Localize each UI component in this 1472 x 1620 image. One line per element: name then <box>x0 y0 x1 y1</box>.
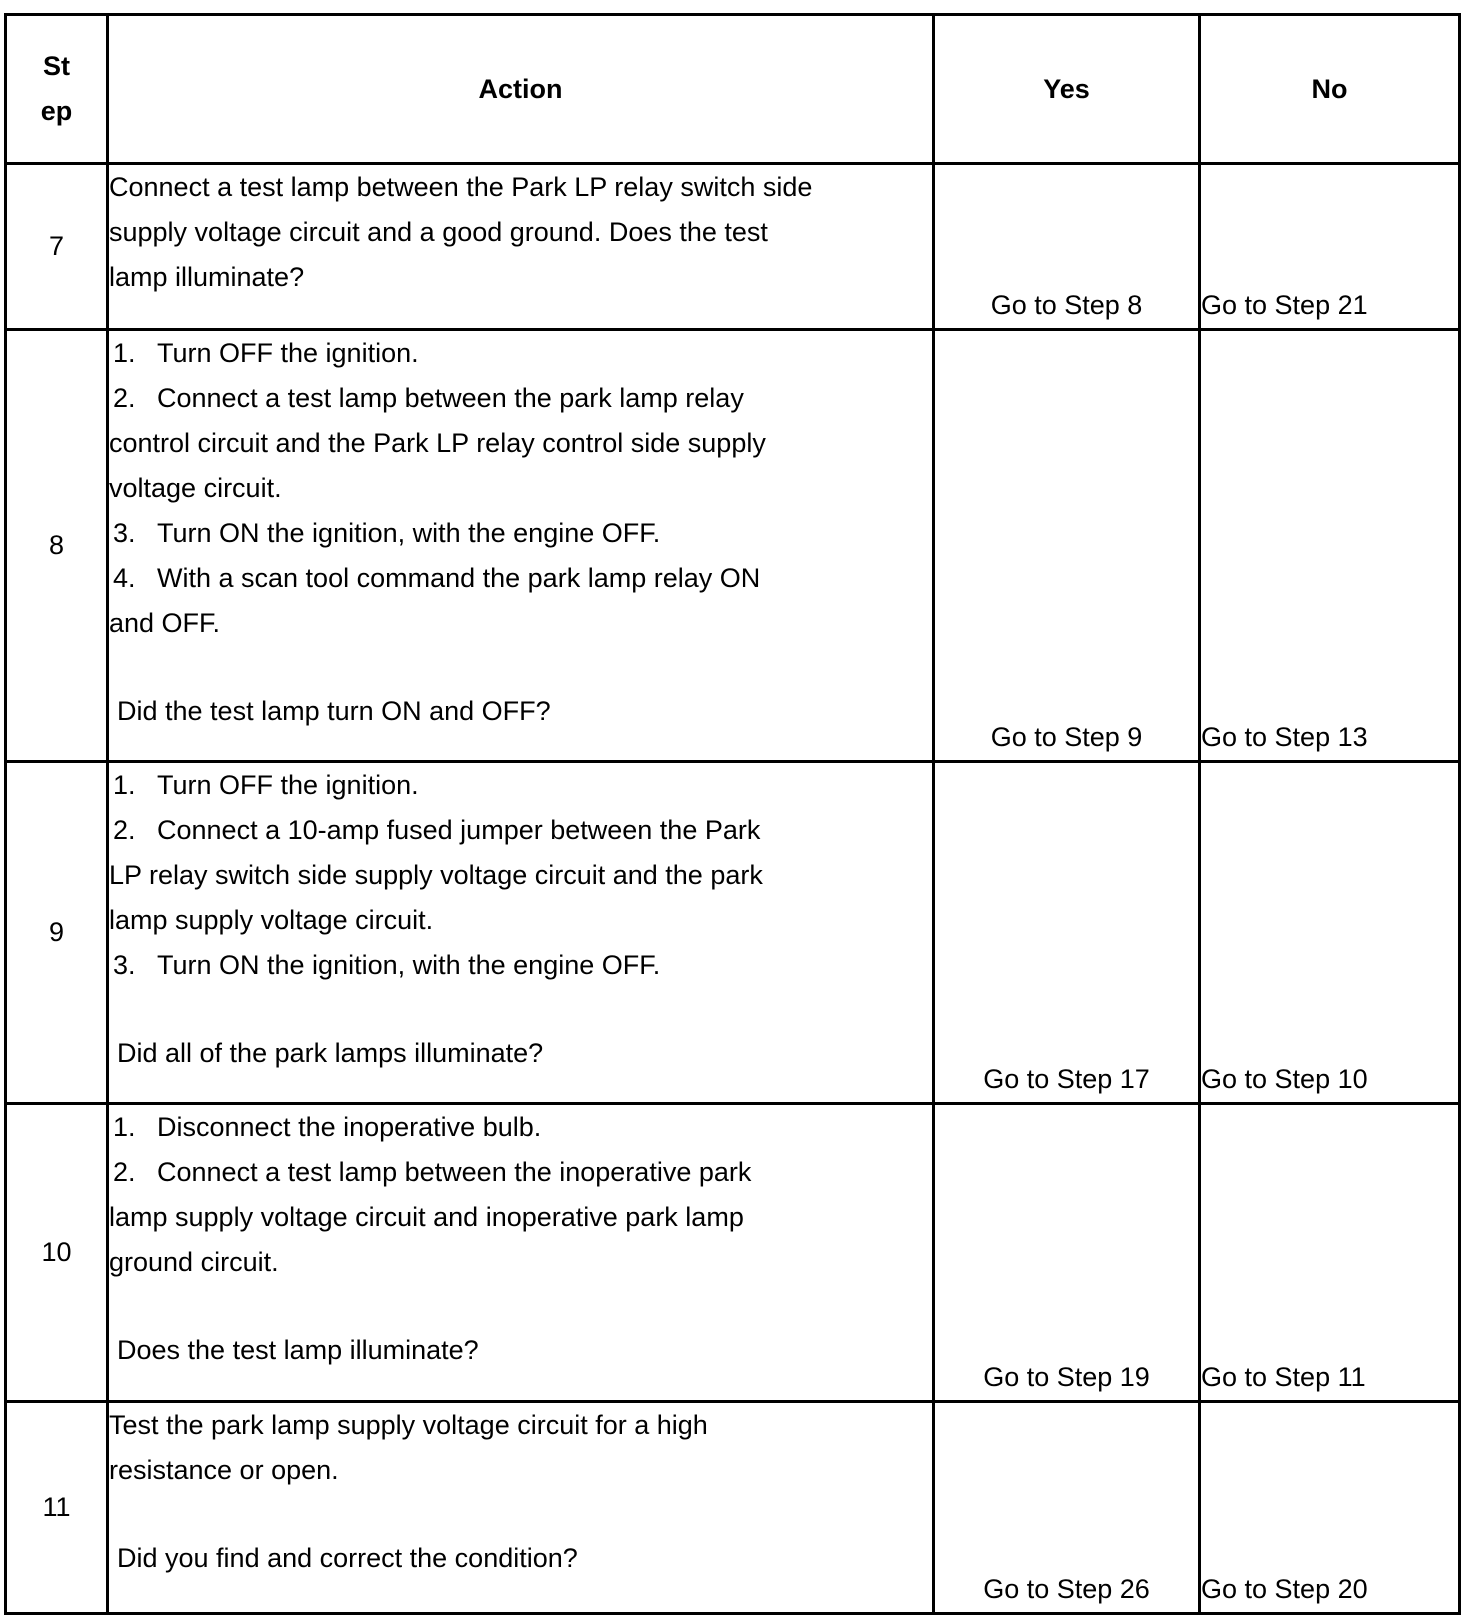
yes-cell: Go to Step 9 <box>934 330 1200 762</box>
action-cell: 1. Disconnect the inoperative bulb. 2. Connect a test lamp between the inoperative park lamp supply voltage circuit and inoperative park lamp ground circuit. Does the test lamp illuminate? <box>108 1104 934 1402</box>
action-cell: Connect a test lamp between the Park LP relay switch side supply voltage circuit and a good ground. Does the test lamp illuminate? <box>108 164 934 330</box>
step-number: 11 <box>6 1402 108 1614</box>
table-row <box>6 330 1460 762</box>
step-number: 8 <box>6 330 108 762</box>
yes-cell: Go to Step 17 <box>934 762 1200 1104</box>
table-row <box>6 1402 1460 1614</box>
no-cell: Go to Step 20 <box>1200 1402 1460 1614</box>
no-cell: Go to Step 11 <box>1200 1104 1460 1402</box>
table-row <box>6 1104 1460 1402</box>
question-text: Does the test lamp illuminate? <box>117 1335 479 1365</box>
action-cell: 1. Turn OFF the ignition. 2. Connect a 10-amp fused jumper between the Park LP relay switch side supply voltage circuit and the park lamp supply voltage circuit. 3. Turn ON the ignition, with the engine OFF. Did all of the park lamps illuminate? <box>108 762 934 1104</box>
header-step: St ep <box>6 15 108 164</box>
table-row <box>6 164 1460 330</box>
header-action: Action <box>108 15 934 164</box>
header-no: No <box>1200 15 1460 164</box>
question-text: Did the test lamp turn ON and OFF? <box>117 696 551 726</box>
action-cell: 1. Turn OFF the ignition. 2. Connect a test lamp between the park lamp relay control circuit and the Park LP relay control side supply voltage circuit. 3. Turn ON the ignition, with the engine OFF. 4. With a scan tool command the park lamp relay ON and OFF. Did the test lamp turn ON and OFF? <box>108 330 934 762</box>
header-row <box>6 15 1460 164</box>
question-text: Did you find and correct the condition? <box>117 1543 578 1573</box>
step-number: 10 <box>6 1104 108 1402</box>
header-yes: Yes <box>934 15 1200 164</box>
yes-cell: Go to Step 26 <box>934 1402 1200 1614</box>
yes-cell: Go to Step 8 <box>934 164 1200 330</box>
yes-cell: Go to Step 19 <box>934 1104 1200 1402</box>
action-cell: Test the park lamp supply voltage circuit for a high resistance or open. Did you find and correct the condition? <box>108 1402 934 1614</box>
step-number: 9 <box>6 762 108 1104</box>
table-row <box>6 762 1460 1104</box>
step-number: 7 <box>6 164 108 330</box>
no-cell: Go to Step 21 <box>1200 164 1460 330</box>
question-text: Did all of the park lamps illuminate? <box>117 1038 544 1068</box>
no-cell: Go to Step 13 <box>1200 330 1460 762</box>
no-cell: Go to Step 10 <box>1200 762 1460 1104</box>
diagnostic-table <box>4 13 1461 1615</box>
